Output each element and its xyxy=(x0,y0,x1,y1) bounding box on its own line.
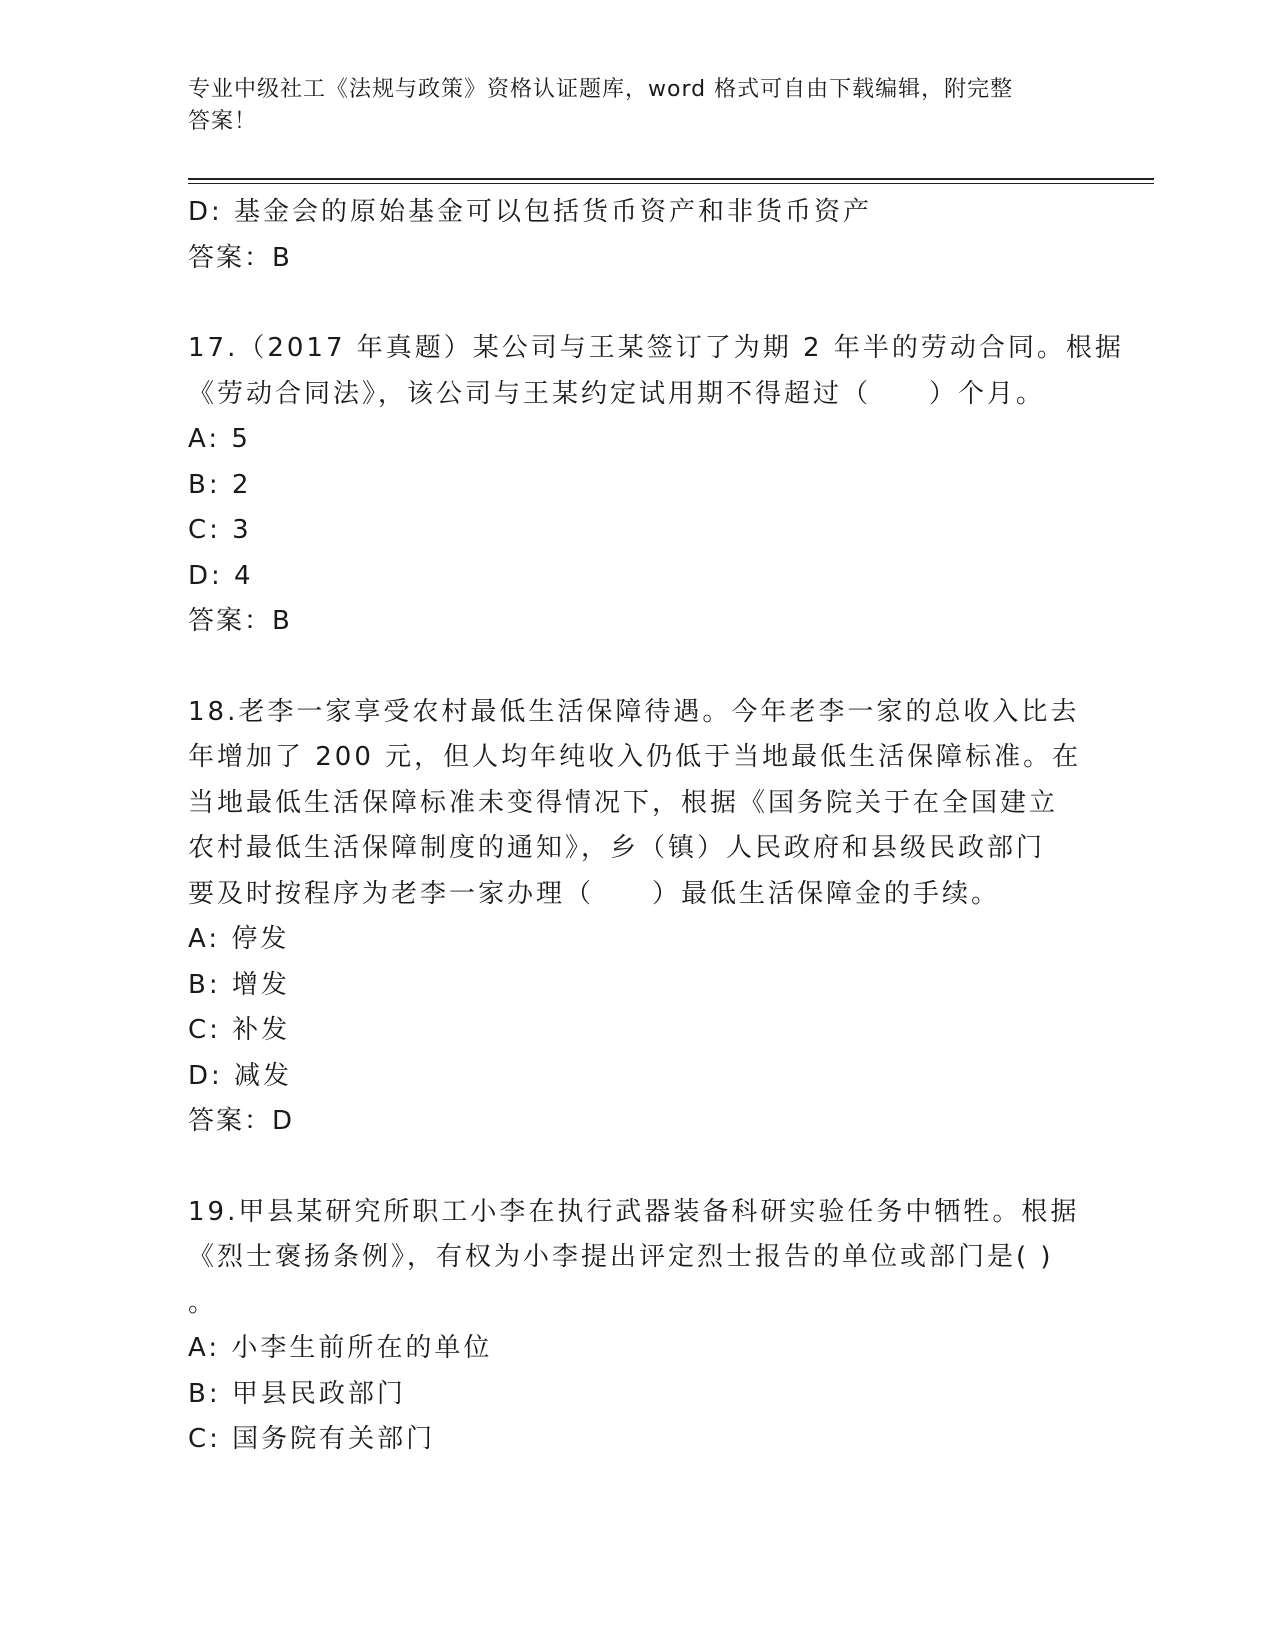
spacer xyxy=(188,1145,1088,1190)
answer-line: 答案：D xyxy=(188,1106,295,1136)
question-stem-line: 当地最低生活保障标准未变得情况下，根据《国务院关于在全国建立 xyxy=(188,787,1059,818)
spacer xyxy=(188,281,1088,326)
question-stem-line: 18.老李一家享受农村最低生活保障待遇。今年老李一家的总收入比去 xyxy=(188,696,1080,727)
header-rule-thick xyxy=(188,178,1154,180)
answer-line: 答案：B xyxy=(188,606,292,636)
question-stem-line: 农村最低生活保障制度的通知》，乡（镇）人民政府和县级民政部门 xyxy=(188,833,1046,863)
option-a: A: 停发 xyxy=(188,924,290,954)
question-stem-line: 17.（2017 年真题）某公司与王某签订了为期 2 年半的劳动合同。根据 xyxy=(188,333,1124,363)
option-d: D: 4 xyxy=(188,560,254,591)
header-line-1: 专业中级社工《法规与政策》资格认证题库，word 格式可自由下载编辑，附完整 xyxy=(188,77,1014,102)
spacer xyxy=(188,645,1088,690)
page-header xyxy=(188,74,1068,138)
question-stem-line: 19.甲县某研究所职工小李在执行武器装备科研实验任务中牺牲。根据 xyxy=(188,1196,1080,1227)
question-list xyxy=(188,190,1124,1463)
option-b: B: 甲县民政部门 xyxy=(188,1378,406,1409)
header-rule-thin xyxy=(188,183,1154,184)
question-17 xyxy=(188,326,1124,645)
option-a: A: 5 xyxy=(188,424,251,454)
question-19 xyxy=(188,1190,1088,1463)
question-stem-line: 要及时按程序为老李一家办理（ ）最低生活保障金的手续。 xyxy=(188,878,1001,909)
option-b: B: 2 xyxy=(188,469,252,500)
question-18 xyxy=(188,690,1088,1145)
answer-line: 答案：B xyxy=(188,242,292,273)
question-stem-line: 《劳动合同法》，该公司与王某约定试用期不得超过（ ）个月。 xyxy=(188,378,1046,409)
header-line-2: 答案！ xyxy=(188,109,258,134)
option-c: C: 国务院有关部门 xyxy=(188,1424,436,1454)
option-d: D: 基金会的原始基金可以包括货币资产和非货币资产 xyxy=(188,197,873,227)
option-c: C: 补发 xyxy=(188,1015,291,1045)
question-stem-line: 。 xyxy=(188,1287,218,1318)
option-b: B: 增发 xyxy=(188,969,290,1000)
question-stem-line: 《烈士褒扬条例》，有权为小李提出评定烈士报告的单位或部门是( ) xyxy=(188,1242,1054,1272)
option-c: C: 3 xyxy=(188,515,252,545)
option-d: D: 减发 xyxy=(188,1060,293,1091)
option-a: A: 小李生前所在的单位 xyxy=(188,1333,493,1363)
question-16-tail xyxy=(188,190,1088,281)
question-stem-line: 年增加了 200 元，但人均年纯收入仍低于当地最低生活保障标准。在 xyxy=(188,742,1082,772)
